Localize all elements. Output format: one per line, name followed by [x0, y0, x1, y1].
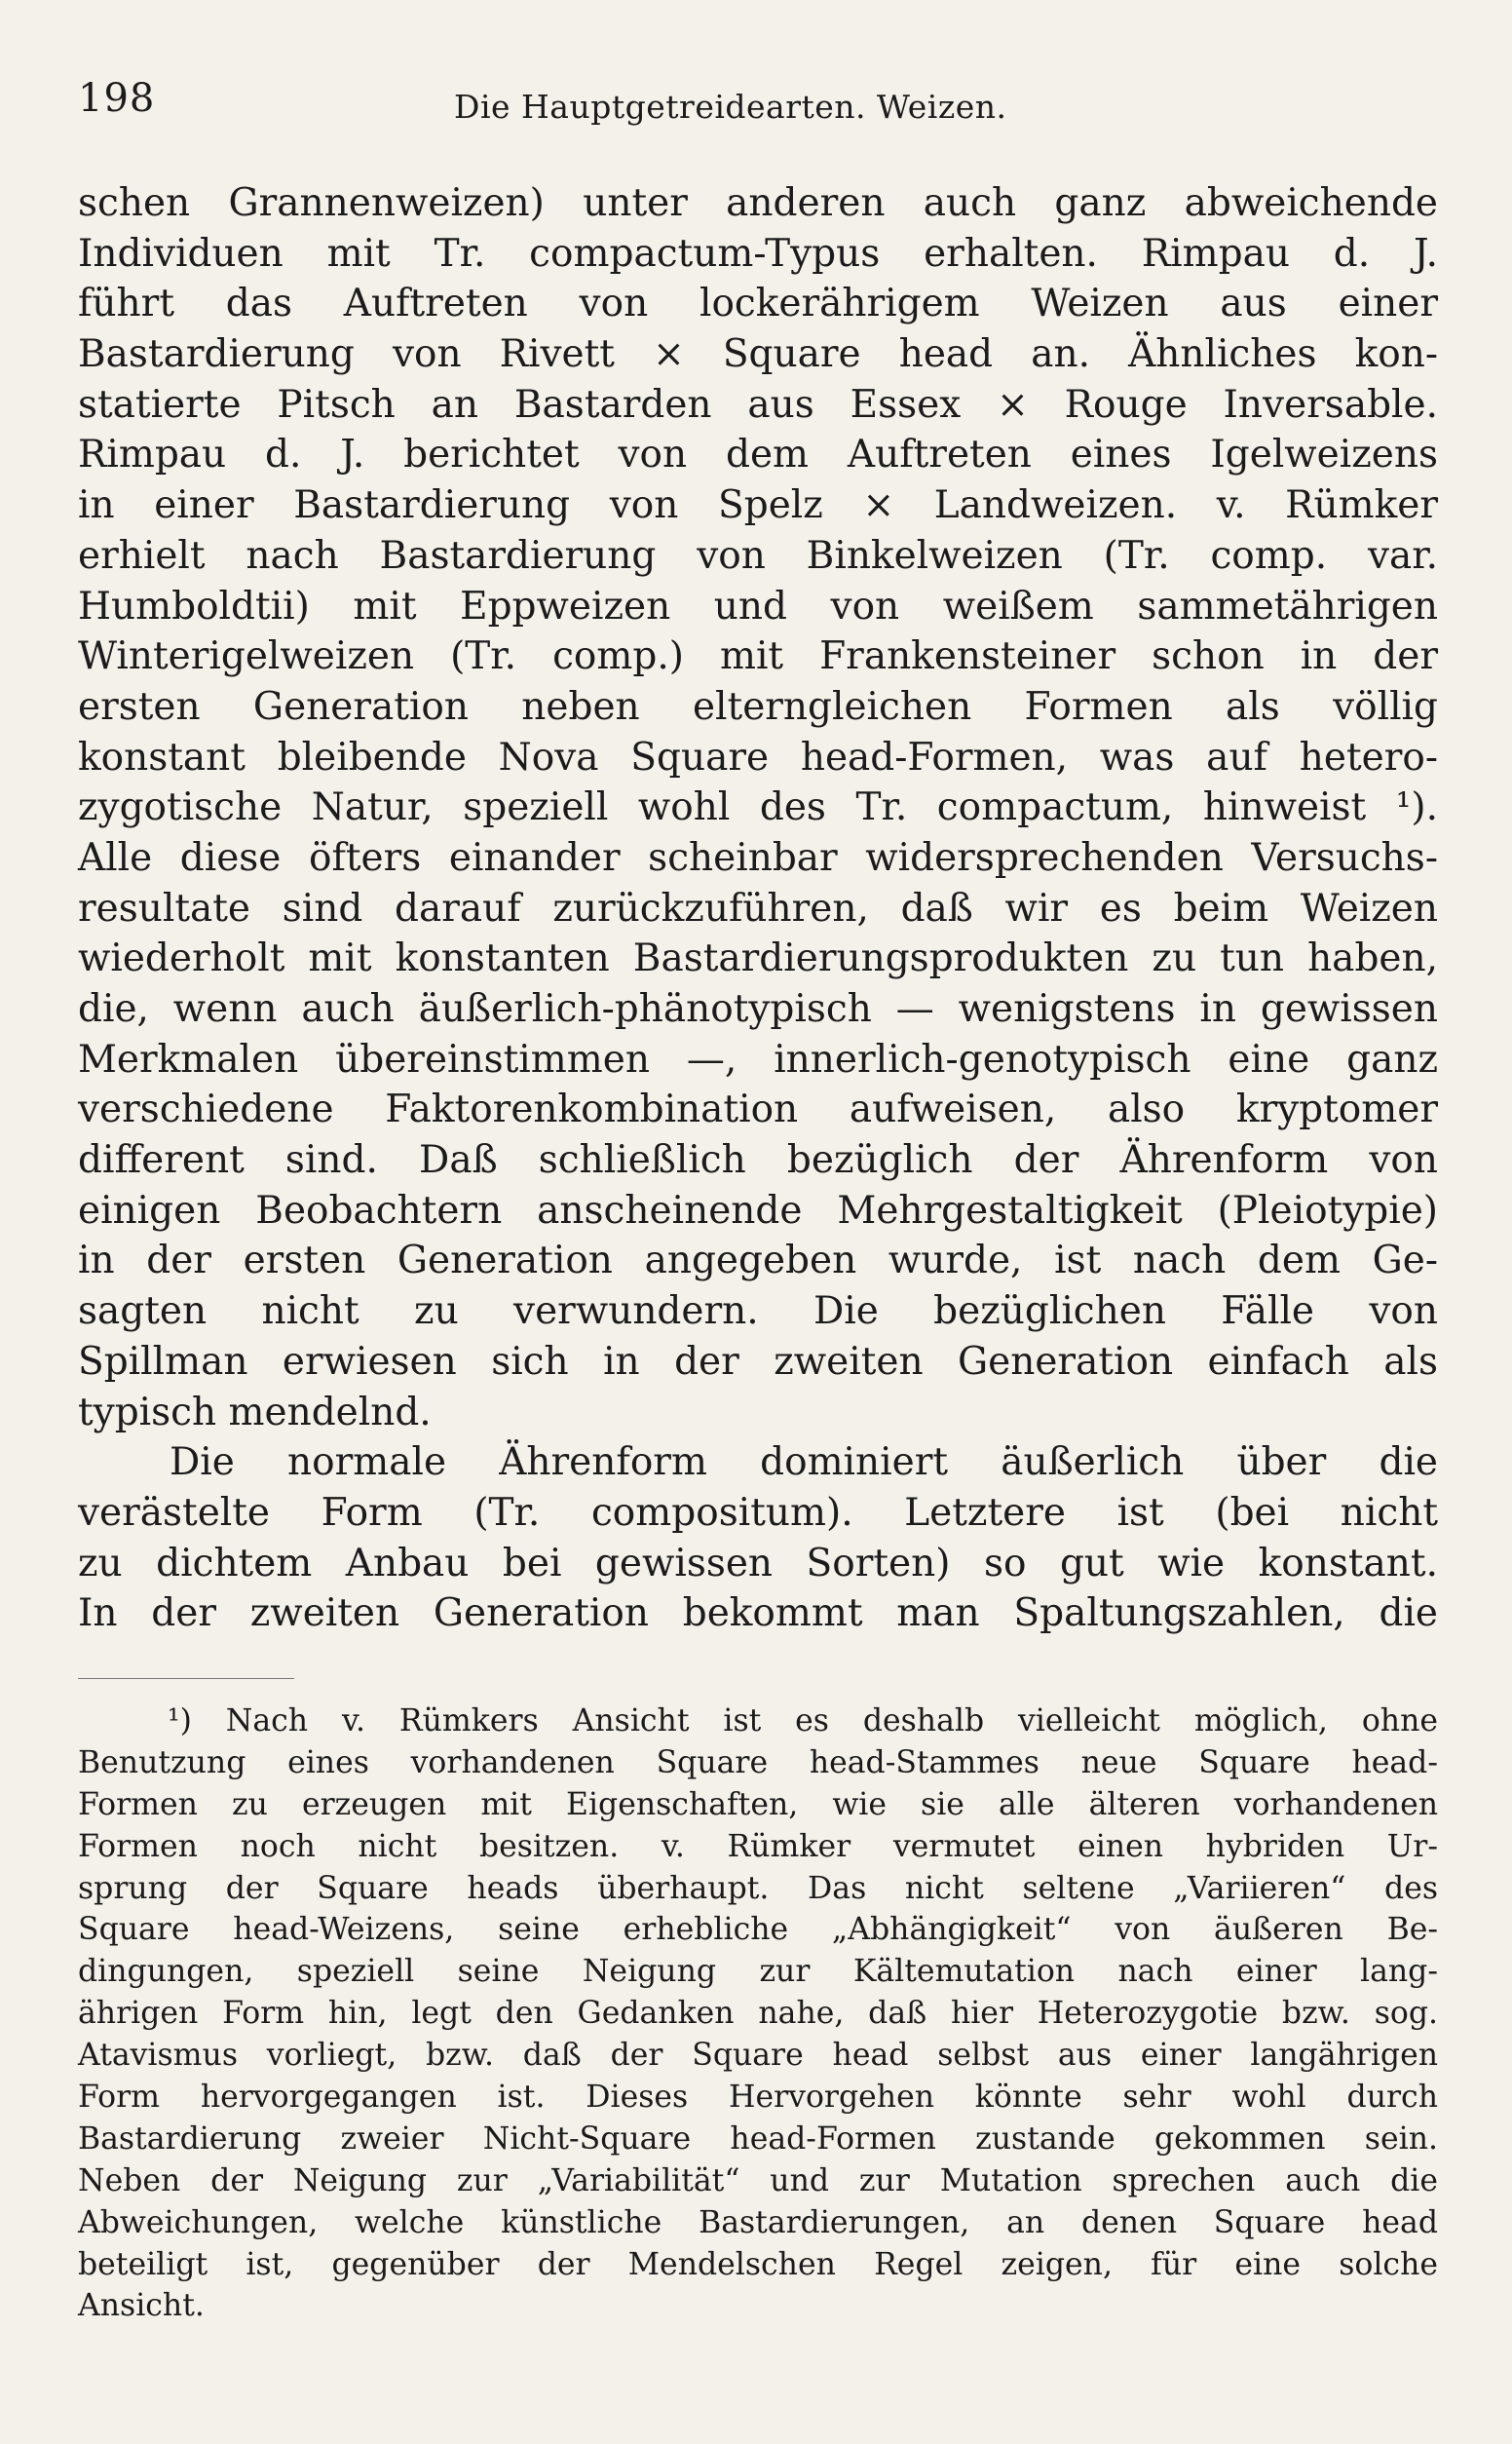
- footnote-line: beteiligt ist, gegenüber der Mendelschen Regel zeigen, für eine solche: [78, 2246, 1438, 2282]
- text-line: wiederholt mit konstanten Bastardierungsprodukten zu tun haben,: [78, 936, 1438, 981]
- text-line: verschiedene Faktorenkombination aufweisen, also kryptomer: [78, 1088, 1438, 1132]
- footnote-line: Formen zu erzeugen mit Eigenschaften, wie sie alle älteren vorhandenen: [78, 1786, 1438, 1822]
- text-line: ersten Generation neben elterngleichen Formen als völlig: [78, 684, 1438, 729]
- footnote-line: Ansicht.: [78, 2288, 205, 2324]
- footnote-line: sprung der Square heads überhaupt. Das nicht seltene „Variieren“ des: [78, 1870, 1438, 1906]
- text-line: Bastardierung von Rivett × Square head an. Ähnliches kon-: [78, 332, 1438, 377]
- text-line: different sind. Daß schließlich bezüglich der Ährenform von: [78, 1138, 1438, 1183]
- footnote-line: dingungen, speziell seine Neigung zur Kältemutation nach einer lang-: [78, 1954, 1438, 1990]
- footnote-line: Form hervorgegangen ist. Dieses Hervorgehen könnte sehr wohl durch: [78, 2080, 1438, 2116]
- text-line: Individuen mit Tr. compactum-Typus erhalten. Rimpau d. J.: [78, 231, 1438, 276]
- main-text: [78, 178, 1438, 1639]
- footnote: [78, 1700, 1438, 2327]
- text-line: Spillman erwiesen sich in der zweiten Generation einfach als: [78, 1339, 1438, 1384]
- text-line: Humboldtii) mit Eppweizen und von weißem sammetährigen: [78, 584, 1438, 629]
- footnote-line: ährigen Form hin, legt den Gedanken nahe, daß hier Heterozygotie bzw. sog.: [78, 1996, 1438, 2032]
- text-line: in einer Bastardierung von Spelz × Landweizen. v. Rümker: [78, 483, 1438, 528]
- footnote-divider: [78, 1678, 294, 1679]
- text-line: resultate sind darauf zurückzuführen, daß wir es beim Weizen: [78, 886, 1438, 931]
- text-line: zygotische Natur, speziell wohl des Tr. compactum, hinweist ¹).: [78, 785, 1438, 830]
- footnote-line: Abweichungen, welche künstliche Bastardierungen, an denen Square head: [78, 2204, 1438, 2240]
- text-line: Rimpau d. J. berichtet von dem Auftreten eines Igelweizens: [78, 433, 1438, 477]
- text-line: Alle diese öfters einander scheinbar widersprechenden Versuchs-: [78, 835, 1438, 880]
- footnote-line: Formen noch nicht besitzen. v. Rümker vermutet einen hybriden Ur-: [78, 1828, 1438, 1864]
- text-line: erhielt nach Bastardierung von Binkelweizen (Tr. comp. var.: [78, 533, 1438, 578]
- text-line: statierte Pitsch an Bastarden aus Essex × Rouge Inversable.: [78, 382, 1438, 427]
- text-line: sagten nicht zu verwundern. Die bezüglichen Fälle von: [78, 1289, 1438, 1334]
- text-line: verästelte Form (Tr. compositum). Letztere ist (bei nicht: [78, 1490, 1438, 1535]
- text-line: schen Grannenweizen) unter anderen auch ganz abweichende: [78, 181, 1438, 225]
- text-line: Die normale Ährenform dominiert äußerlich über die: [170, 1440, 1438, 1485]
- text-line: Merkmalen übereinstimmen —, innerlich-genotypisch eine ganz: [78, 1037, 1438, 1082]
- text-line: einigen Beobachtern anscheinende Mehrgestaltigkeit (Pleiotypie): [78, 1188, 1438, 1233]
- text-line: typisch mendelnd.: [78, 1390, 432, 1434]
- footnote-line: Bastardierung zweier Nicht-Square head-Formen zustande gekommen sein.: [78, 2120, 1438, 2157]
- footnote-line: Neben der Neigung zur „Variabilität“ und zur Mutation sprechen auch die: [78, 2162, 1438, 2198]
- text-line: In der zweiten Generation bekommt man Spaltungszahlen, die: [78, 1591, 1438, 1636]
- text-line: die, wenn auch äußerlich-phänotypisch — wenigstens in gewissen: [78, 987, 1438, 1031]
- text-line: in der ersten Generation angegeben wurde, ist nach dem Ge-: [78, 1239, 1438, 1283]
- text-line: führt das Auftreten von lockerährigem Weizen aus einer: [78, 282, 1438, 326]
- text-line: Winterigelweizen (Tr. comp.) mit Frankensteiner schon in der: [78, 634, 1438, 679]
- page-number: 198: [78, 76, 156, 121]
- footnote-line: ¹) Nach v. Rümkers Ansicht ist es deshalb vielleicht möglich, ohne: [168, 1703, 1438, 1738]
- footnote-line: Benutzung eines vorhandenen Square head-Stammes neue Square head-: [78, 1744, 1438, 1780]
- footnote-line: Atavismus vorliegt, bzw. daß der Square head selbst aus einer langährigen: [78, 2038, 1438, 2074]
- running-head: Die Hauptgetreidearten. Weizen.: [454, 88, 1007, 126]
- text-line: konstant bleibende Nova Square head-Formen, was auf hetero-: [78, 735, 1438, 780]
- text-line: zu dichtem Anbau bei gewissen Sorten) so gut wie konstant.: [78, 1541, 1438, 1585]
- footnote-line: Square head-Weizens, seine erhebliche „Abhängigkeit“ von äußeren Be-: [78, 1912, 1438, 1948]
